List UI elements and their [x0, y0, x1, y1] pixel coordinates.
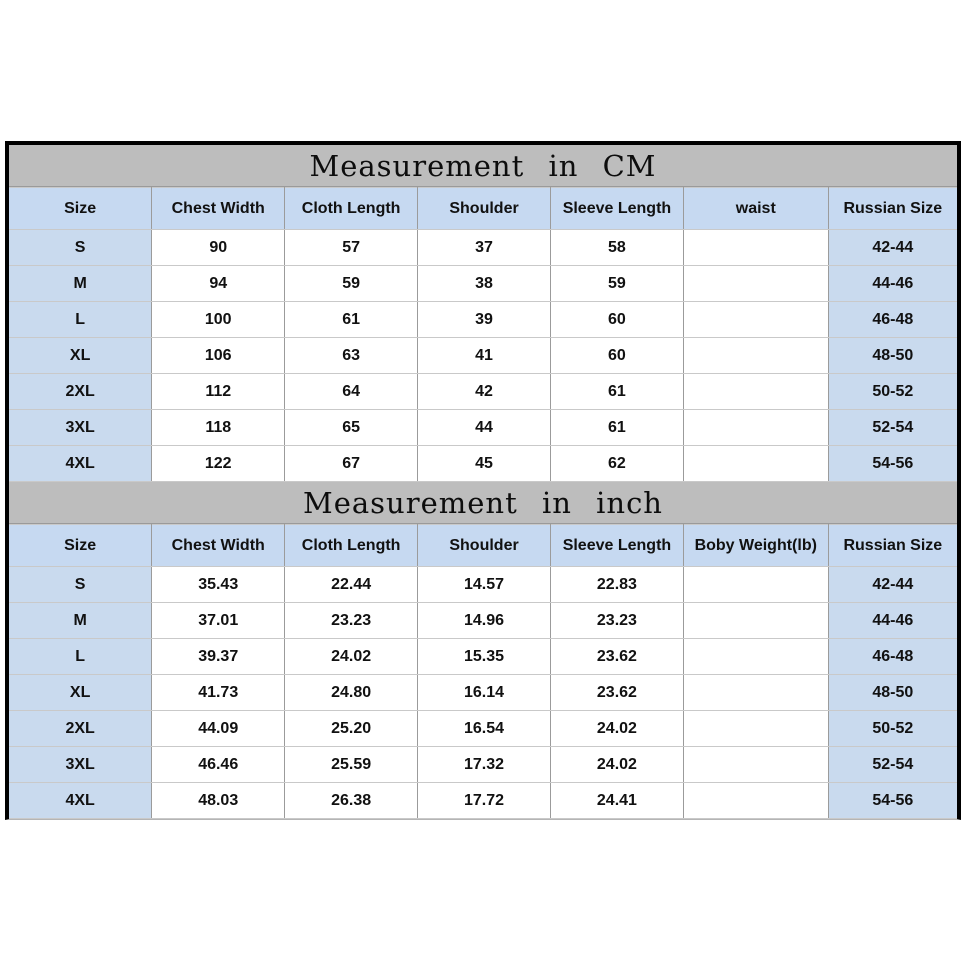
value-cell: 24.80 — [285, 675, 418, 711]
value-cell: 24.02 — [550, 747, 683, 783]
column-header-boby-weight-lb: Boby Weight(lb) — [683, 525, 828, 567]
table-row — [9, 783, 957, 819]
value-cell: 60 — [550, 338, 683, 374]
size-cell: M — [9, 603, 152, 639]
column-header-sleeve-length: Sleeve Length — [550, 525, 683, 567]
value-cell: 63 — [285, 338, 418, 374]
value-cell: 106 — [152, 338, 285, 374]
inch-section — [9, 482, 957, 819]
value-cell: 39 — [418, 302, 551, 338]
value-cell: 14.96 — [418, 603, 551, 639]
value-cell: 15.35 — [418, 639, 551, 675]
size-cell: 2XL — [9, 711, 152, 747]
value-cell — [683, 603, 828, 639]
value-cell: 23.23 — [285, 603, 418, 639]
size-cell: S — [9, 230, 152, 266]
table-row — [9, 266, 957, 302]
value-cell: 61 — [285, 302, 418, 338]
value-cell: 23.62 — [550, 639, 683, 675]
value-cell: 44-46 — [828, 266, 957, 302]
cm-section-title: Measurement in CM — [9, 145, 957, 187]
value-cell — [683, 410, 828, 446]
value-cell: 38 — [418, 266, 551, 302]
value-cell — [683, 302, 828, 338]
value-cell: 26.38 — [285, 783, 418, 819]
header-row — [9, 188, 957, 230]
size-chart-sheet — [5, 141, 961, 820]
value-cell — [683, 338, 828, 374]
size-cell: 2XL — [9, 374, 152, 410]
value-cell: 54-56 — [828, 446, 957, 482]
value-cell — [683, 230, 828, 266]
value-cell: 44 — [418, 410, 551, 446]
value-cell: 57 — [285, 230, 418, 266]
value-cell: 16.54 — [418, 711, 551, 747]
value-cell: 100 — [152, 302, 285, 338]
value-cell: 48.03 — [152, 783, 285, 819]
table-row — [9, 639, 957, 675]
table-row — [9, 711, 957, 747]
value-cell: 61 — [550, 374, 683, 410]
column-header-chest-width: Chest Width — [152, 525, 285, 567]
value-cell: 24.02 — [550, 711, 683, 747]
value-cell: 118 — [152, 410, 285, 446]
table-row — [9, 410, 957, 446]
value-cell: 25.59 — [285, 747, 418, 783]
value-cell: 62 — [550, 446, 683, 482]
table-row — [9, 230, 957, 266]
column-header-cloth-length: Cloth Length — [285, 188, 418, 230]
value-cell: 35.43 — [152, 567, 285, 603]
column-header-chest-width: Chest Width — [152, 188, 285, 230]
value-cell: 58 — [550, 230, 683, 266]
value-cell: 14.57 — [418, 567, 551, 603]
value-cell: 67 — [285, 446, 418, 482]
column-header-russian-size: Russian Size — [828, 525, 957, 567]
column-header-waist: waist — [683, 188, 828, 230]
value-cell: 59 — [550, 266, 683, 302]
value-cell: 23.62 — [550, 675, 683, 711]
value-cell: 37 — [418, 230, 551, 266]
size-cell: XL — [9, 675, 152, 711]
size-cell: 4XL — [9, 446, 152, 482]
value-cell: 61 — [550, 410, 683, 446]
column-header-russian-size: Russian Size — [828, 188, 957, 230]
value-cell: 22.44 — [285, 567, 418, 603]
column-header-cloth-length: Cloth Length — [285, 525, 418, 567]
table-row — [9, 675, 957, 711]
value-cell: 22.83 — [550, 567, 683, 603]
value-cell: 59 — [285, 266, 418, 302]
table-row — [9, 603, 957, 639]
value-cell: 65 — [285, 410, 418, 446]
cm-size-table — [9, 187, 957, 482]
value-cell: 46-48 — [828, 302, 957, 338]
column-header-shoulder: Shoulder — [418, 188, 551, 230]
value-cell: 48-50 — [828, 675, 957, 711]
value-cell — [683, 675, 828, 711]
table-row — [9, 567, 957, 603]
value-cell — [683, 783, 828, 819]
header-row — [9, 525, 957, 567]
value-cell — [683, 374, 828, 410]
value-cell — [683, 266, 828, 302]
value-cell: 39.37 — [152, 639, 285, 675]
value-cell: 23.23 — [550, 603, 683, 639]
column-header-sleeve-length: Sleeve Length — [550, 188, 683, 230]
value-cell: 42 — [418, 374, 551, 410]
value-cell — [683, 747, 828, 783]
value-cell: 44.09 — [152, 711, 285, 747]
value-cell — [683, 639, 828, 675]
value-cell: 54-56 — [828, 783, 957, 819]
value-cell: 41.73 — [152, 675, 285, 711]
table-row — [9, 446, 957, 482]
table-row — [9, 338, 957, 374]
value-cell — [683, 567, 828, 603]
value-cell: 17.32 — [418, 747, 551, 783]
value-cell: 52-54 — [828, 410, 957, 446]
value-cell: 41 — [418, 338, 551, 374]
table-row — [9, 302, 957, 338]
value-cell: 45 — [418, 446, 551, 482]
column-header-size: Size — [9, 188, 152, 230]
value-cell: 42-44 — [828, 230, 957, 266]
value-cell: 52-54 — [828, 747, 957, 783]
value-cell: 25.20 — [285, 711, 418, 747]
value-cell: 122 — [152, 446, 285, 482]
inch-section-title: Measurement in inch — [9, 482, 957, 524]
size-cell: M — [9, 266, 152, 302]
size-cell: XL — [9, 338, 152, 374]
table-row — [9, 374, 957, 410]
value-cell: 46.46 — [152, 747, 285, 783]
size-cell: 3XL — [9, 747, 152, 783]
size-cell: L — [9, 639, 152, 675]
value-cell: 46-48 — [828, 639, 957, 675]
size-cell: 4XL — [9, 783, 152, 819]
value-cell: 37.01 — [152, 603, 285, 639]
size-cell: S — [9, 567, 152, 603]
value-cell: 16.14 — [418, 675, 551, 711]
column-header-size: Size — [9, 525, 152, 567]
value-cell: 24.41 — [550, 783, 683, 819]
value-cell: 24.02 — [285, 639, 418, 675]
value-cell: 50-52 — [828, 374, 957, 410]
size-cell: 3XL — [9, 410, 152, 446]
value-cell: 112 — [152, 374, 285, 410]
value-cell: 64 — [285, 374, 418, 410]
value-cell: 48-50 — [828, 338, 957, 374]
cm-section — [9, 145, 957, 482]
value-cell: 94 — [152, 266, 285, 302]
value-cell — [683, 711, 828, 747]
value-cell — [683, 446, 828, 482]
value-cell: 90 — [152, 230, 285, 266]
table-row — [9, 747, 957, 783]
value-cell: 42-44 — [828, 567, 957, 603]
size-cell: L — [9, 302, 152, 338]
inch-size-table — [9, 524, 957, 819]
value-cell: 60 — [550, 302, 683, 338]
value-cell: 50-52 — [828, 711, 957, 747]
value-cell: 17.72 — [418, 783, 551, 819]
value-cell: 44-46 — [828, 603, 957, 639]
column-header-shoulder: Shoulder — [418, 525, 551, 567]
